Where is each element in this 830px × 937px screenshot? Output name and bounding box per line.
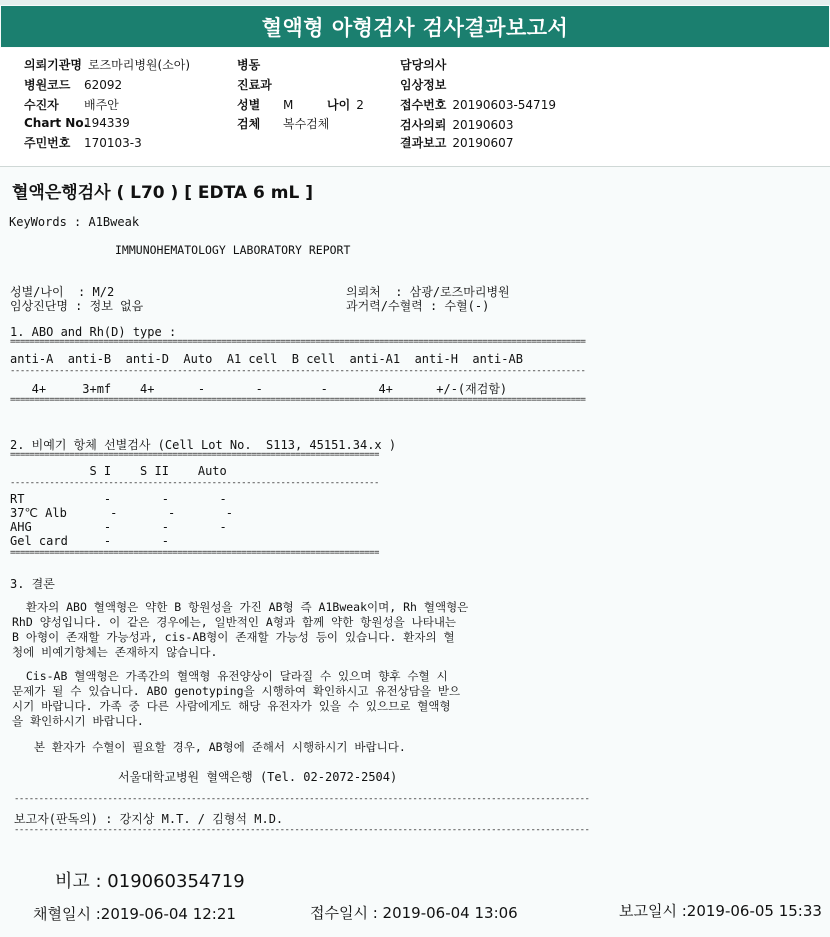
paragraph-line: 문제가 될 수 있습니다. ABO genotyping을 시행하여 확인하시고 유전상담을 받으 [12,684,461,698]
remarks: 비고 : 019060354719 [55,871,245,892]
diagnosis-line: 임상진단명 : 정보 없음 [10,299,144,313]
antibody-row: 37℃ Alb - - - [10,506,233,520]
request-field [400,116,513,133]
patient-field [24,96,119,113]
collected-datetime: 채혈일시 :2019-06-04 12:21 [33,905,236,923]
divider: --------------------------------------------------------------------------------------------------------------------- [10,366,586,376]
divider: =========================================================================== [10,450,379,460]
institution-footer: 서울대학교병원 혈액은행 (Tel. 02-2072-2504) [118,770,398,784]
request-label: 검사의뢰 [400,118,447,132]
header-info-panel [0,48,830,167]
chart-field [24,116,130,130]
divider: --------------------------------------------------------------------------------------------------------------------- [14,825,590,835]
ward-label: 병동 [237,58,261,72]
paragraph-line: 환자의 ABO 혈액형은 약한 B 항원성을 가진 AB형 즉 A1Bweak이며, Rh 혈액형은 [12,600,469,614]
antibody-row: RT - - - [10,492,227,506]
chart-value: 194339 [84,116,130,130]
conclusion-paragraph-2 [12,669,460,729]
reporter-line: 보고자(판독의) : 강지상 M.T. / 김형석 M.D. [14,812,284,826]
receipt-field [400,96,556,113]
receipt-value: 20190603-54719 [452,98,556,112]
paragraph-line: 을 확인하시기 바랍니다. [12,714,144,728]
sex-field [237,96,293,113]
section2-title: 2. 비예기 항체 선별검사 (Cell Lot No. S113, 45151.34.x ) [10,438,397,452]
test-title: 혈액은행검사 ( L70 ) [ EDTA 6 mL ] [12,183,313,203]
ward-field [237,56,266,73]
received-datetime: 접수일시 : 2019-06-04 13:06 [310,904,518,922]
antibody-row: Gel card - - [10,534,169,548]
institution-field [24,56,190,73]
dept-label: 진료과 [237,78,272,92]
institution-label: 의뢰기관명 [24,58,82,72]
divider: ===================================================================================================================== [10,337,586,347]
sex-value: M [283,98,294,112]
keywords: KeyWords : A1Bweak [9,215,140,229]
paragraph-line: B 아형이 존재할 가능성과, cis-AB형이 존재할 가능성 등이 있습니다. 환자의 혈 [12,630,455,644]
rrn-label: 주민번호 [24,136,71,150]
age-label: 나이 [327,98,351,112]
divider: --------------------------------------------------------------------------- [10,478,379,488]
request-value: 20190603 [452,118,514,132]
divider: ===================================================================================================================== [10,395,586,405]
age-field [327,96,364,113]
specimen-value: 복수검체 [283,117,330,131]
report-heading: IMMUNOHEMATOLOGY LABORATORY REPORT [115,243,351,257]
hospital-code-label: 병원코드 [24,78,71,92]
conclusion-paragraph-1 [12,600,468,660]
institution-value: 로즈마리병원(소아) [87,58,191,72]
abo-table-results: 4+ 3+mf 4+ - - - 4+ +/-(재검함) [10,382,508,396]
paragraph-line: 청에 비예기항체는 존재하지 않습니다. [12,645,218,659]
paragraph-line: 본 환자가 수혈이 필요할 경우, AB형에 준해서 시행하시기 바랍니다. [20,740,406,754]
reported-datetime: 보고일시 :2019-06-05 15:33 [619,902,822,920]
hospital-code-value: 62092 [84,78,123,92]
chart-label: Chart No. [24,116,89,130]
clinical-label: 임상정보 [400,78,447,92]
history-line: 과거력/수혈력 : 수혈(-) [346,299,490,313]
specimen-label: 검체 [237,117,261,131]
rrn-field [24,134,142,151]
abo-table-headers: anti-A anti-B anti-D Auto A1 cell B cell anti-A1 anti-H anti-AB [10,352,523,366]
report-date-value: 20190607 [452,136,514,150]
sex-age-line: 성별/나이 : M/2 [10,285,115,299]
paragraph-line: RhD 양성입니다. 이 같은 경우에는, 일반적인 A형과 함께 약한 항원성을 나타내는 [12,615,457,629]
receipt-label: 접수번호 [400,98,447,112]
paragraph-line: 시기 바랍니다. 가족 중 다른 사람에게도 해당 유전자가 있을 수 있으므로 혈액형 [12,699,451,713]
hospital-code-field [24,76,122,93]
paragraph-line: Cis-AB 혈액형은 가족간의 혈액형 유전양상이 달라질 수 있으며 향후 수혈 시 [12,669,448,683]
top-border [0,0,830,5]
doctor-label: 담당의사 [400,58,447,72]
rrn-value: 170103-3 [84,136,142,150]
report-title: 혈액형 아형검사 검사결과보고서 [1,6,829,47]
clinical-field [400,76,452,93]
divider: =========================================================================== [10,548,379,558]
section3-title: 3. 결론 [10,577,55,591]
doctor-field [400,56,452,73]
dept-field [237,76,278,93]
section1-title: 1. ABO and Rh(D) type : [10,325,177,339]
sex-label: 성별 [237,98,261,112]
patient-value: 배주안 [84,98,119,112]
specimen-field [237,115,329,132]
conclusion-paragraph-3 [20,740,406,755]
report-date-field [400,134,513,151]
age-value: 2 [356,98,364,112]
antibody-row: AHG - - - [10,520,227,534]
referrer-line: 의뢰처 : 삼광/로즈마리병원 [346,285,510,299]
antibody-table-headers: S I S II Auto [10,464,227,478]
divider: --------------------------------------------------------------------------------------------------------------------- [14,794,590,804]
report-date-label: 결과보고 [400,136,447,150]
patient-label: 수진자 [24,98,59,112]
